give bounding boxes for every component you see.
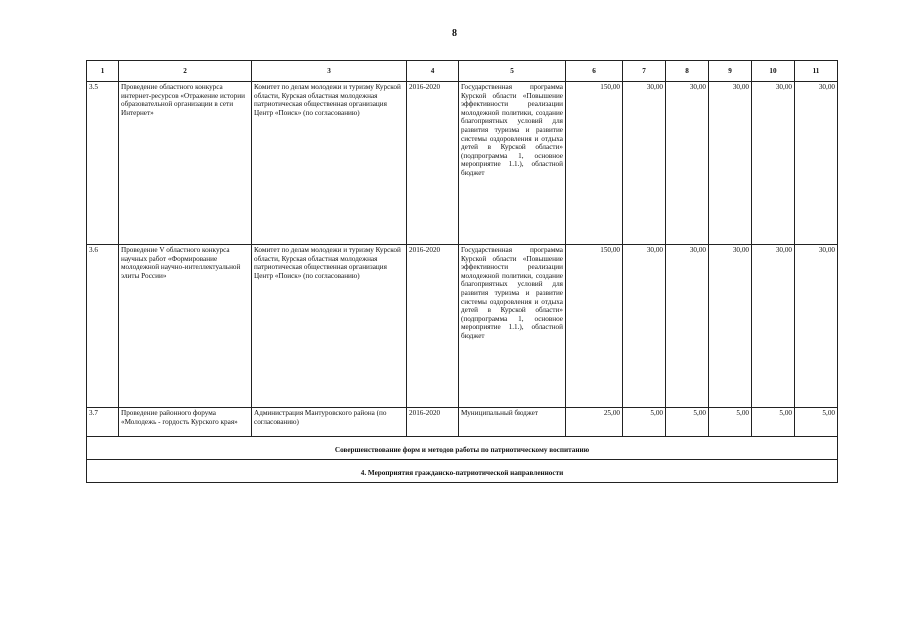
column-header: 9	[709, 61, 752, 82]
year-value-cell: 30,00	[666, 82, 709, 245]
column-header: 6	[566, 61, 623, 82]
period-cell: 2016-2020	[407, 408, 459, 437]
funding-source-cell: Государственная программа Курской области «Повышение эффективности реализации молодежной политики, создание благоприятных условий для развития туризма и развитие системы оздоровления и отдыха детей в Курской области» (подпрограмма 1, основное мероприятие 1.1.), областной бюджет	[459, 82, 566, 245]
section-row	[87, 460, 838, 483]
executor-cell: Администрация Мантуровского района (по согласованию)	[252, 408, 407, 437]
year-value-cell: 30,00	[623, 82, 666, 245]
year-value-cell: 5,00	[709, 408, 752, 437]
column-header: 10	[752, 61, 795, 82]
activity-cell: Проведение районного форума «Молодежь - гордость Курского края»	[119, 408, 252, 437]
column-header: 8	[666, 61, 709, 82]
row-number: 3.6	[87, 245, 119, 408]
table-row	[87, 82, 838, 245]
total-cell: 150,00	[566, 245, 623, 408]
executor-cell: Комитет по делам молодежи и туризму Курской области, Курская областная молодежная патриотическая общественная организация Центр «Поиск» (по согласованию)	[252, 82, 407, 245]
total-cell: 150,00	[566, 82, 623, 245]
executor-cell: Комитет по делам молодежи и туризму Курской области, Курская областная молодежная патриотическая общественная организация Центр «Поиск» (по согласованию)	[252, 245, 407, 408]
section-row	[87, 437, 838, 460]
activity-cell: Проведение областного конкурса интернет-ресурсов «Отражение истории образовательной организации в сети Интернет»	[119, 82, 252, 245]
column-header: 7	[623, 61, 666, 82]
year-value-cell: 30,00	[795, 245, 838, 408]
column-header: 11	[795, 61, 838, 82]
year-value-cell: 30,00	[752, 245, 795, 408]
period-cell: 2016-2020	[407, 82, 459, 245]
funding-source-cell: Муниципальный бюджет	[459, 408, 566, 437]
year-value-cell: 30,00	[752, 82, 795, 245]
period-cell: 2016-2020	[407, 245, 459, 408]
column-header: 1	[87, 61, 119, 82]
column-header: 5	[459, 61, 566, 82]
year-value-cell: 5,00	[795, 408, 838, 437]
row-number: 3.7	[87, 408, 119, 437]
program-table	[86, 60, 838, 483]
total-cell: 25,00	[566, 408, 623, 437]
table-row	[87, 245, 838, 408]
row-number: 3.5	[87, 82, 119, 245]
year-value-cell: 30,00	[666, 245, 709, 408]
funding-source-cell: Государственная программа Курской области «Повышение эффективности реализации молодежной политики, создание благоприятных условий для развития туризма и развитие системы оздоровления и отдыха детей в Курской области» (подпрограмма 1, основное мероприятие 1.1.), областной бюджет	[459, 245, 566, 408]
column-header: 3	[252, 61, 407, 82]
year-value-cell: 5,00	[666, 408, 709, 437]
year-value-cell: 30,00	[709, 245, 752, 408]
year-value-cell: 5,00	[752, 408, 795, 437]
year-value-cell: 30,00	[795, 82, 838, 245]
section-title: Совершенствование форм и методов работы по патриотическому воспитанию	[87, 437, 838, 460]
column-header: 2	[119, 61, 252, 82]
section-subtitle: 4. Мероприятия гражданско-патриотической направленности	[87, 460, 838, 483]
activity-cell: Проведение V областного конкурса научных работ «Формирование молодежной научно-интеллектуальной элиты России»	[119, 245, 252, 408]
year-value-cell: 30,00	[709, 82, 752, 245]
header-row	[87, 61, 838, 82]
year-value-cell: 30,00	[623, 245, 666, 408]
column-header: 4	[407, 61, 459, 82]
table-row	[87, 408, 838, 437]
page-number: 8	[452, 28, 457, 39]
year-value-cell: 5,00	[623, 408, 666, 437]
